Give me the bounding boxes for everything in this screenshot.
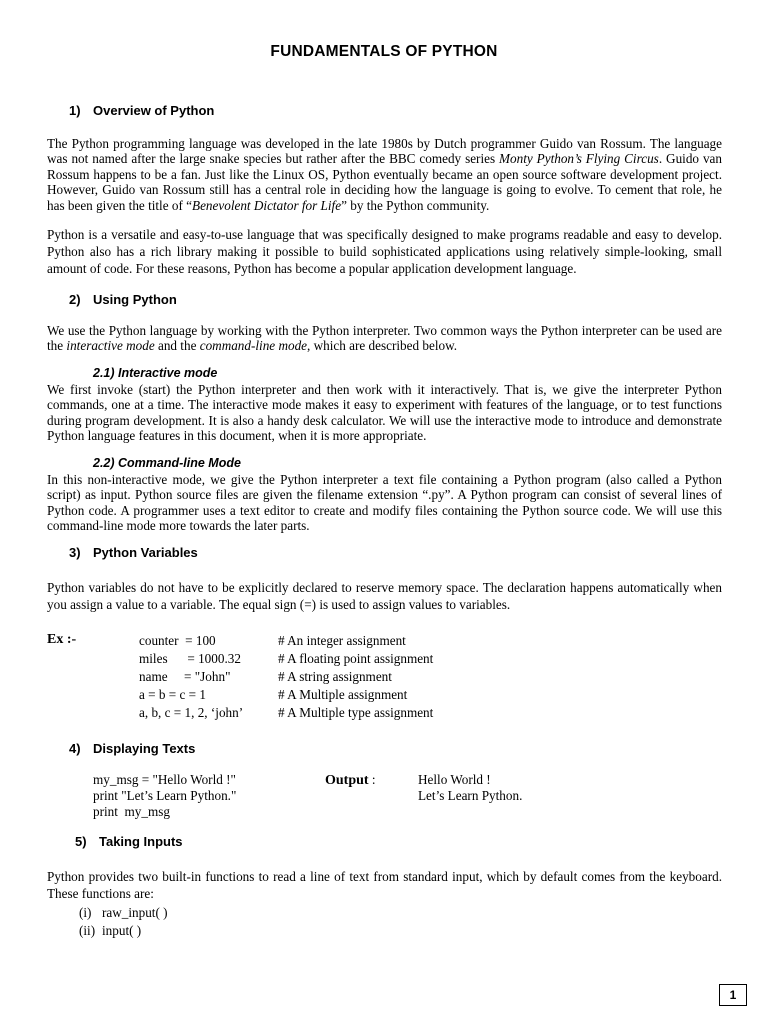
text-run: We use the Python language by working with the Python interpreter. Two common ways the Python interpreter can be used are the: [47, 323, 722, 354]
section-2-heading: [69, 292, 177, 307]
using-python-intro: [47, 323, 722, 354]
text-run: The Python programming language was developed in the late 1980s by Dutch programmer Guido van Rossum. The language was not named after the large snake species but rather after the BBC comedy series: [47, 136, 722, 167]
example-code: miles = 1000.32: [139, 651, 241, 666]
overview-paragraph-2: Python is a versatile and easy-to-use language that was specifically designed to make programs readable and easy to develop. Python also has a rich library making it possible to build sophisticated applications using relatively simple-looking, small amount of code. For these reasons, Python has become a popular application development language.: [47, 227, 722, 276]
list-item-label: input( ): [102, 923, 142, 938]
output-line: Let’s Learn Python.: [418, 788, 523, 803]
output-label: [325, 772, 376, 789]
section-title: Python Variables: [93, 545, 198, 560]
example-label: Ex :-: [47, 632, 77, 647]
subsection-interactive-heading: 2.1) Interactive mode: [93, 366, 218, 380]
section-1-heading: [69, 103, 214, 118]
subsection-command-line-heading: 2.2) Command-line Mode: [93, 456, 241, 470]
code-line: print "Let’s Learn Python.": [93, 788, 237, 803]
list-item-number: (ii): [79, 923, 96, 938]
section-title: Using Python: [93, 292, 177, 307]
example-comment: # A string assignment: [278, 669, 392, 684]
example-code: a, b, c = 1, 2, ‘john’: [139, 705, 244, 720]
example-code: counter = 100: [139, 633, 216, 648]
section-number: 3): [69, 545, 81, 560]
example-code: name = "John": [139, 669, 231, 684]
list-item-label: raw_input( ): [102, 905, 168, 920]
command-line-paragraph: In this non-interactive mode, we give the Python interpreter a text file containing a Python program (also called a Python script) as input. Python source files are given the filename extension “.py”. A Python program can consist of several lines of Python code. A programmer uses a text editor to create and modify files containing the Python source code. We will use this command-line mode more towards the later parts.: [47, 472, 722, 534]
example-comment: # An integer assignment: [278, 633, 406, 648]
section-title: Taking Inputs: [99, 834, 183, 849]
example-code: a = b = c = 1: [139, 687, 206, 702]
overview-paragraph: [47, 136, 722, 213]
text-run: ” by the Python community.: [341, 197, 490, 213]
output-line: Hello World !: [418, 772, 491, 787]
section-5-heading: [75, 834, 183, 849]
section-4-heading: [69, 741, 195, 756]
variables-paragraph: Python variables do not have to be explicitly declared to reserve memory space. The declaration happens automatically when you assign a value to a variable. The equal sign (=) is used to assign values to variables.: [47, 580, 722, 612]
inputs-paragraph: Python provides two built-in functions to read a line of text from standard input, which by default comes from the keyboard. These functions are:: [47, 869, 722, 901]
code-line: print my_msg: [93, 804, 170, 819]
text-run: and the: [154, 338, 200, 354]
italic-text: Benevolent Dictator for Life: [192, 197, 342, 213]
page-number: 1: [719, 984, 747, 1006]
section-3-heading: [69, 545, 198, 560]
italic-text: interactive mode: [66, 338, 155, 354]
page-title: FUNDAMENTALS OF PYTHON: [270, 43, 498, 60]
output-label-text: Output: [325, 773, 369, 788]
example-comment: # A floating point assignment: [278, 651, 434, 666]
text-run: , which are described below.: [307, 338, 458, 354]
interactive-mode-paragraph: We first invoke (start) the Python interpreter and then work with it interactively. That is, we give the interpreter Python commands, one at a time. The interactive mode makes it easy to experiment with features of the language, or to test functions during program development. It is also a handy desk calculator. We will use the interactive mode to introduce and demonstrate Python language features in this document, when it is more appropriate.: [47, 382, 722, 444]
section-title: Overview of Python: [93, 103, 215, 118]
section-number: 5): [75, 834, 87, 849]
output-label-colon: :: [368, 772, 376, 787]
italic-text: command-line mode: [199, 338, 308, 354]
section-number: 4): [69, 741, 81, 756]
italic-text: Monty Python’s Flying Circus: [499, 151, 659, 167]
section-number: 1): [69, 103, 81, 118]
section-title: Displaying Texts: [93, 741, 196, 756]
text-run: . Guido van Rossum happens to be a fan. Just like the Linux OS, Python eventually became an open source software development project. However, Guido van Rossum still has a central role in deciding how the language is going to evolve. To cement that role, he has been given the title of “: [47, 151, 722, 213]
example-comment: # A Multiple type assignment: [278, 705, 434, 720]
section-number: 2): [69, 292, 81, 307]
example-comment: # A Multiple assignment: [278, 687, 408, 702]
code-line: my_msg = "Hello World !": [93, 772, 236, 787]
list-item-number: (i): [79, 905, 92, 920]
